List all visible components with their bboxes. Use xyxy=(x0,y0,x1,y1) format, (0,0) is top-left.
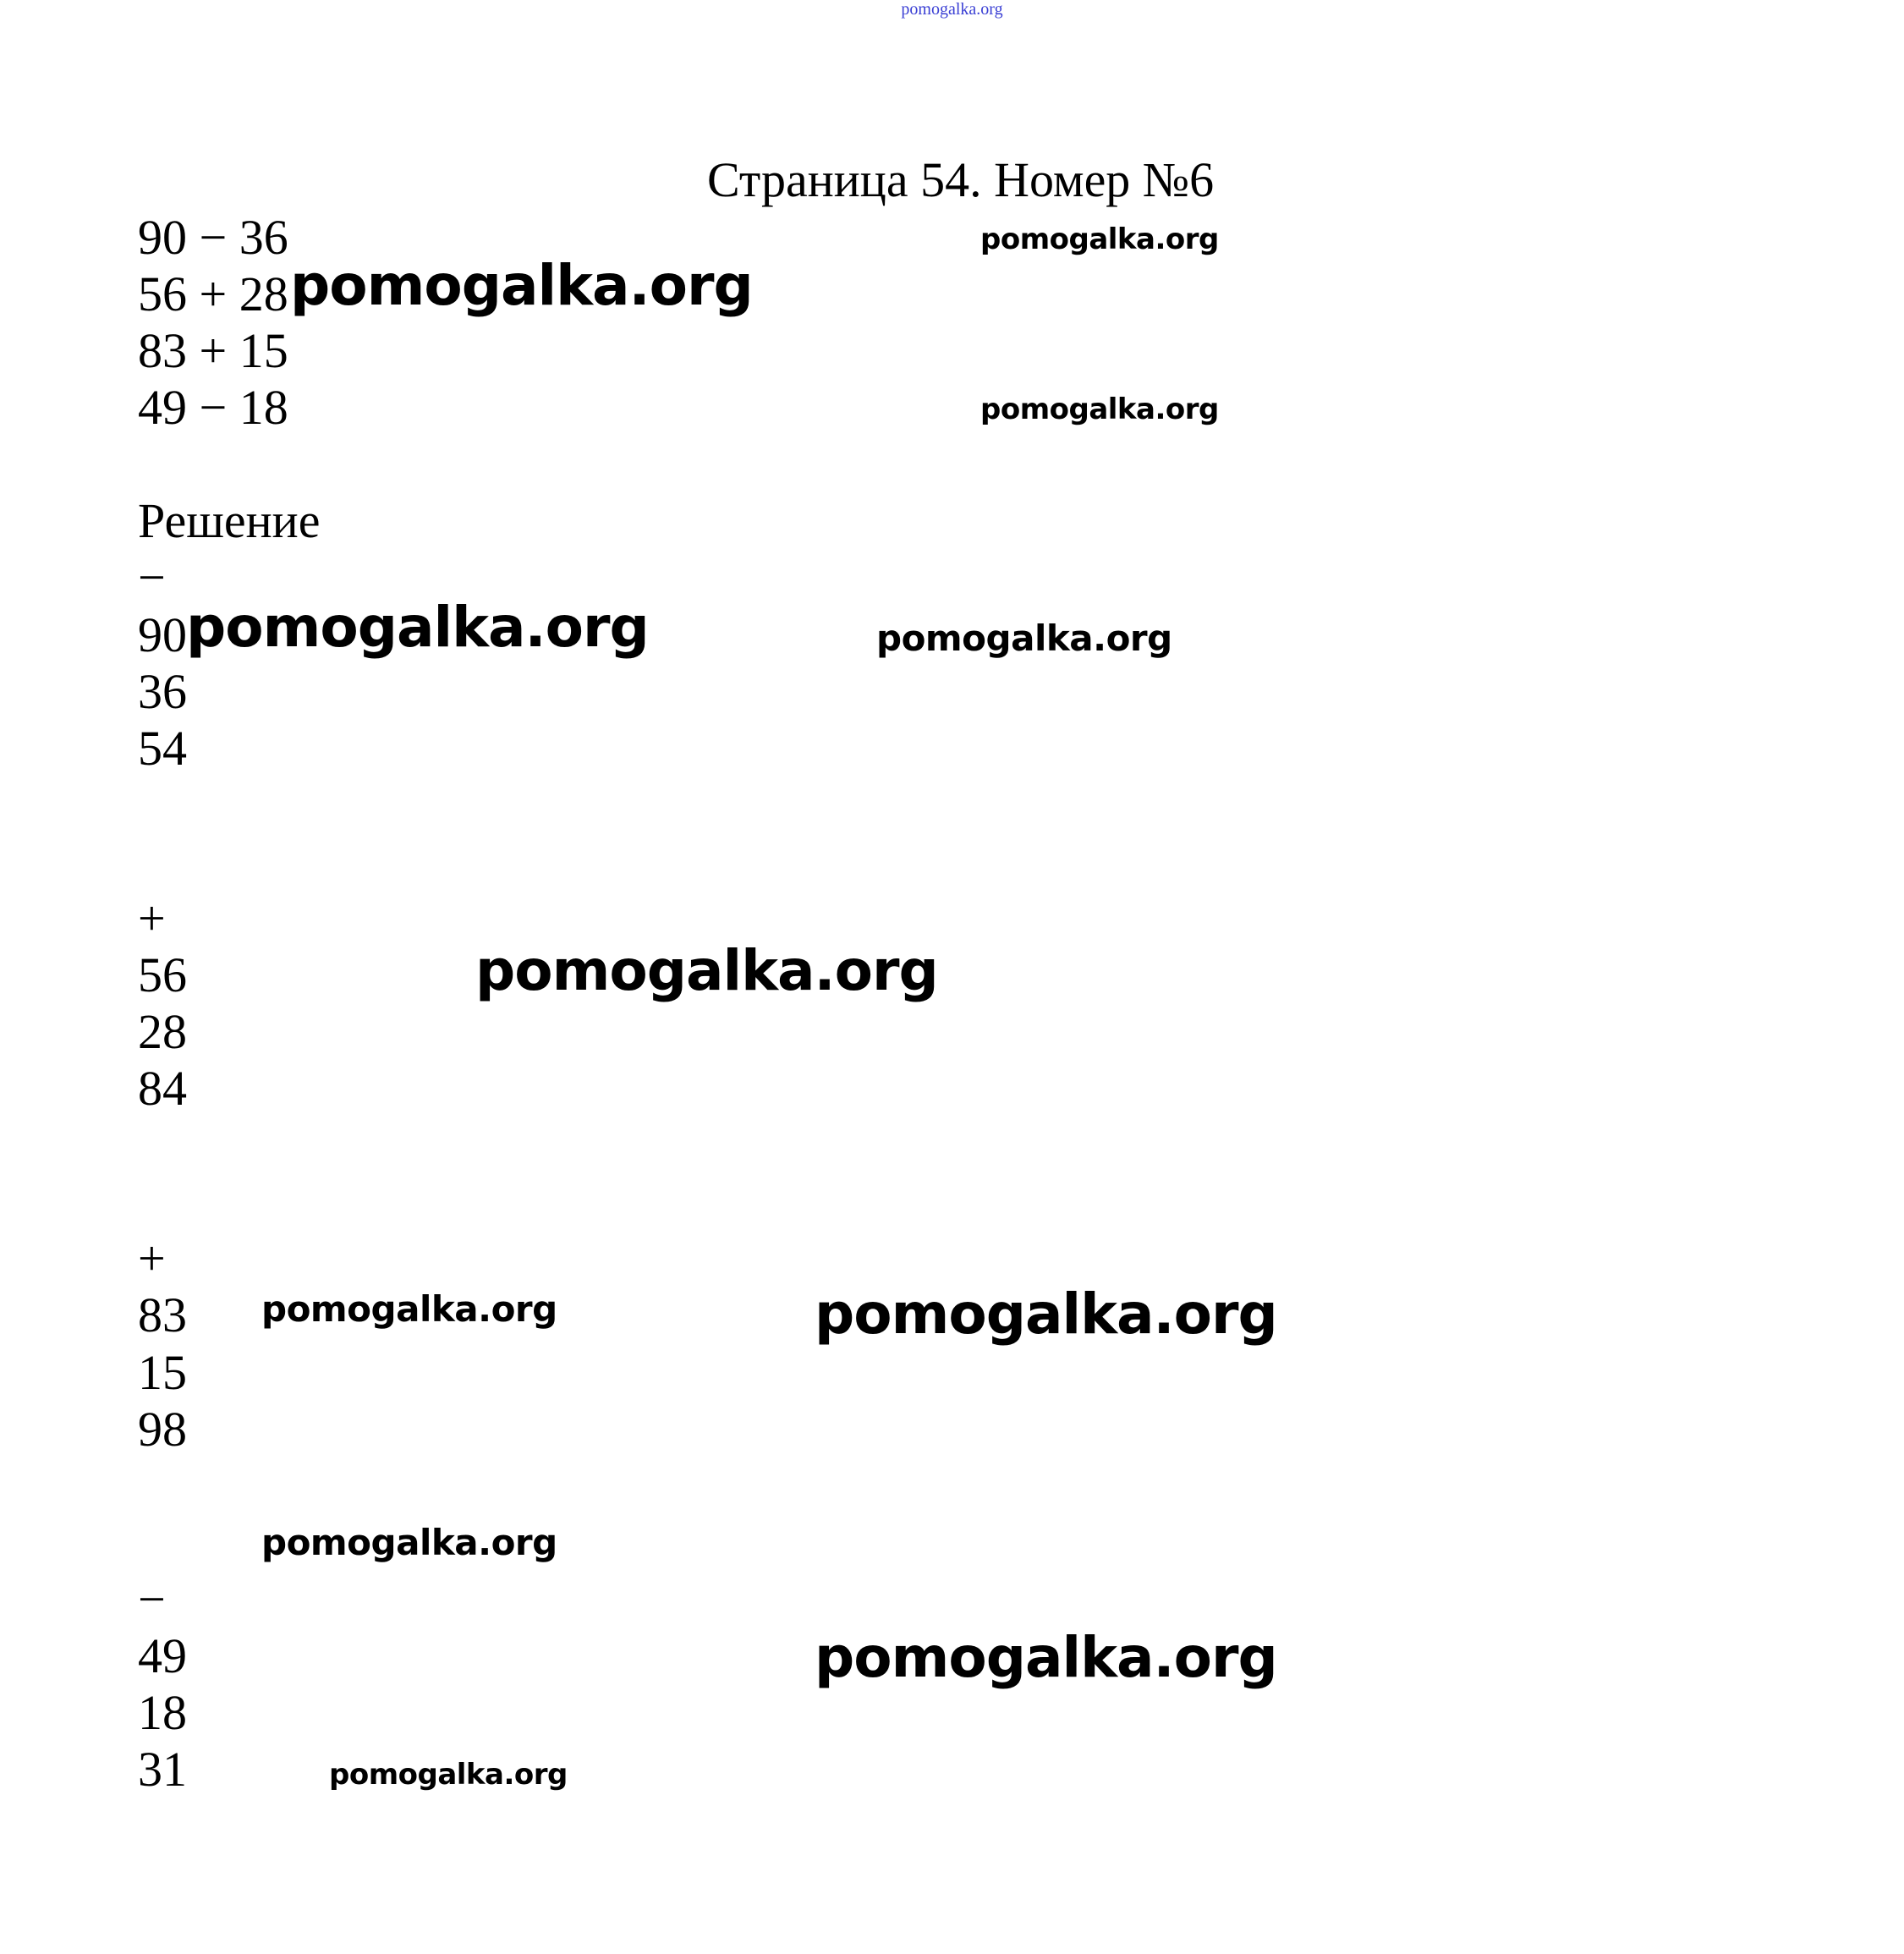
watermark: pomogalka.org xyxy=(261,1522,557,1563)
block-1-operand-a: 90 xyxy=(138,607,187,662)
block-2-operand-b: 28 xyxy=(138,1004,187,1059)
block-3-result: 98 xyxy=(138,1402,187,1457)
block-2-result: 84 xyxy=(138,1061,187,1116)
watermark: pomogalka.org xyxy=(1353,1895,1592,1929)
watermark: pomogalka.org xyxy=(815,1282,1277,1347)
page-title: Страница 54. Номер №6 xyxy=(707,152,1215,207)
watermark: pomogalka.org xyxy=(290,253,753,318)
watermark: pomogalka.org xyxy=(329,1758,568,1792)
watermark: pomogalka.org xyxy=(186,595,649,660)
block-3-operand-a: 83 xyxy=(138,1287,187,1342)
watermark: pomogalka.org xyxy=(475,938,938,1003)
block-2-sign: + xyxy=(138,891,166,946)
block-4-result: 31 xyxy=(138,1742,187,1797)
block-4-sign: − xyxy=(138,1572,166,1627)
block-3-operand-b: 15 xyxy=(138,1345,187,1400)
watermark: pomogalka.org xyxy=(876,617,1172,659)
block-2-operand-a: 56 xyxy=(138,947,187,1002)
block-1-result: 54 xyxy=(138,721,187,776)
block-4-operand-a: 49 xyxy=(138,1628,187,1683)
watermark: pomogalka.org xyxy=(980,392,1219,426)
solution-heading: Решение xyxy=(138,493,321,548)
expression-1: 90 − 36 xyxy=(138,210,288,265)
block-4-operand-b: 18 xyxy=(138,1685,187,1740)
expression-4: 49 − 18 xyxy=(138,380,288,435)
site-link[interactable]: pomogalka.org xyxy=(901,0,1003,19)
block-1-operand-b: 36 xyxy=(138,664,187,719)
watermark: pomogalka.org xyxy=(980,222,1219,256)
watermark: pomogalka.org xyxy=(261,1288,557,1330)
expression-2: 56 + 28 xyxy=(138,266,288,321)
watermark: pomogalka.org xyxy=(815,1625,1277,1690)
expression-3: 83 + 15 xyxy=(138,323,288,378)
block-3-sign: + xyxy=(138,1231,166,1286)
block-1-sign: − xyxy=(138,550,166,605)
